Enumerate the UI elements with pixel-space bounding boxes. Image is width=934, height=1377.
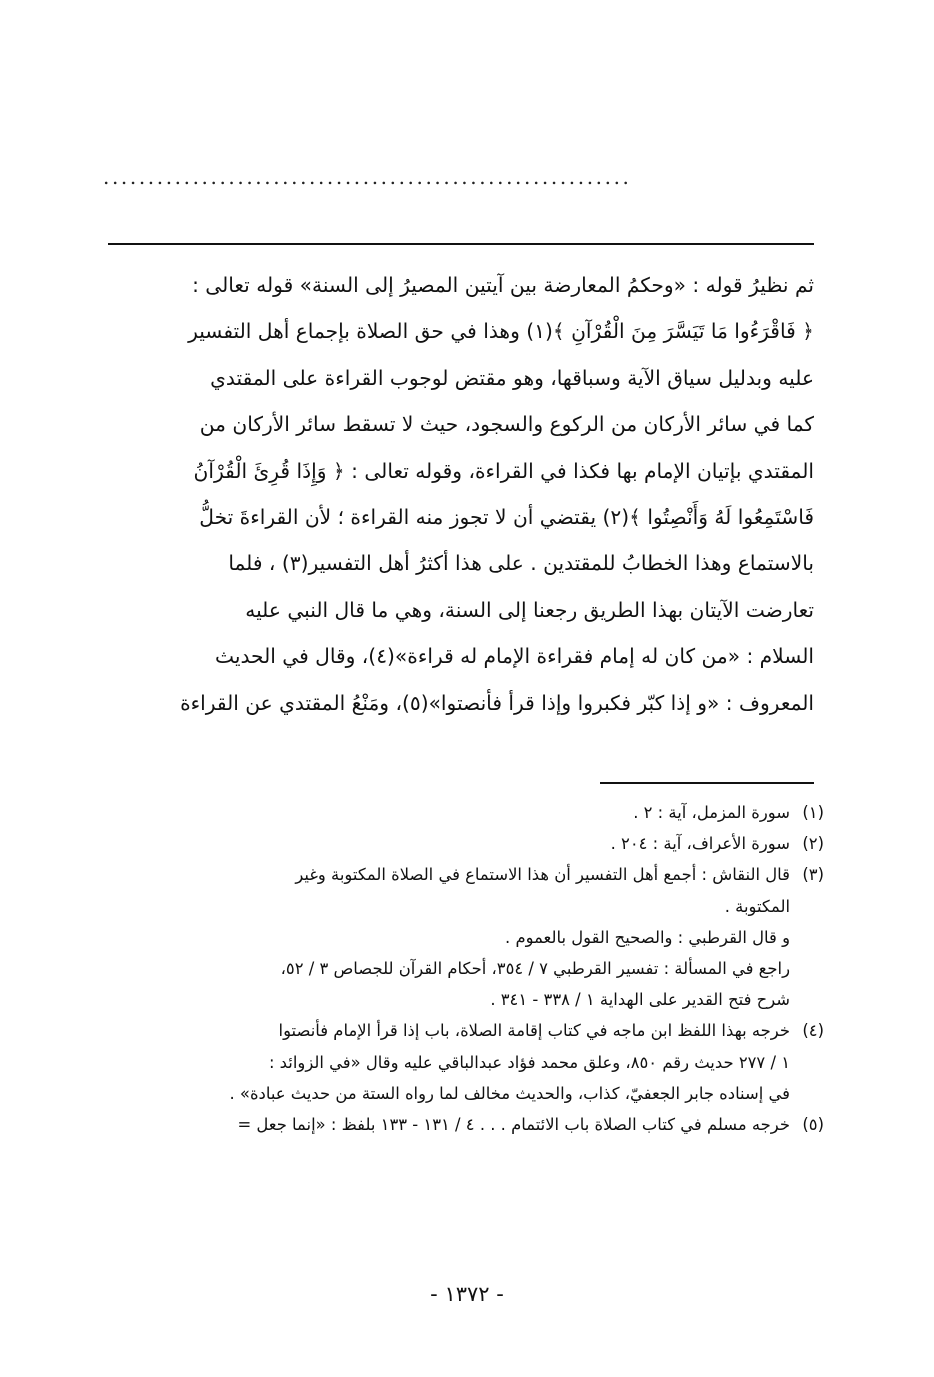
- footnote-number: (٣): [802, 865, 824, 885]
- footnote-number: (٥): [802, 1114, 824, 1134]
- body-line: المقتدي بإتيان الإمام بها فكذا في القراءة، وقوله تعالى : ﴿ وَإِذَا قُرِئَ الْقُرْآنُ: [193, 458, 814, 483]
- footnote-text: سورة المزمل، آية : ٢ .: [633, 803, 790, 822]
- body-line: السلام : «من كان له إمام فقراءة الإمام له قراءة»(٤)، وقال في الحديث: [215, 644, 814, 669]
- footnote-4: [108, 1015, 824, 1046]
- main-body-text: [108, 262, 814, 726]
- body-line: عليه وبدليل سياق الآية وسباقها، وهو مقتض لوجوب القراءة على المقتدي: [210, 365, 814, 390]
- body-line: المعروف : «و إذا كبّر فكبروا وإذا قرأ فأنصتوا»(٥)، ومَنْعُ المقتدي عن القراءة: [180, 690, 814, 715]
- footnote-number: (١): [802, 803, 824, 822]
- footnote-rule: [600, 782, 814, 784]
- body-line: ﴿ فَاقْرَءُوا مَا تَيَسَّرَ مِنَ الْقُرْآنِ ﴾(١) وهذا في حق الصلاة بإجماع أهل التفسير: [188, 319, 814, 344]
- footnote-number: (٤): [802, 1021, 824, 1041]
- body-line: فَاسْتَمِعُوا لَهُ وَأَنْصِتُوا ﴾(٢) يقتضي أن لا تجوز منه القراءة ؛ لأن القراءةَ تخلُّ: [199, 504, 814, 529]
- footnote-3: [108, 859, 824, 890]
- page-number: - ١٣٧٢ -: [430, 1282, 504, 1306]
- footnotes: [108, 797, 824, 1140]
- footnote-text: خرجه مسلم في كتاب الصلاة باب الائتمام . . . ٤ / ١٣١ - ١٣٣ بلفظ : «إنما جعل =: [237, 1114, 790, 1134]
- footnote-text: خرجه بهذا اللفظ ابن ماجه في كتاب إقامة الصلاة، باب إذا قرأ الإمام فأنصتوا: [278, 1021, 790, 1041]
- footnote-text: ١ / ٢٧٧ حديث رقم ٨٥٠، وعلق محمد فؤاد عبدالباقي عليه وقال «في الزوائد :: [268, 1052, 790, 1072]
- footnote-text: قال النقاش : أجمع أهل التفسير أن هذا الاستماع في الصلاة المكتوبة وغير: [295, 865, 790, 885]
- footnote-text: سورة الأعراف، آية : ٢٠٤ .: [610, 834, 790, 854]
- body-line: كما في سائر الأركان من الركوع والسجود، حيث لا تسقط سائر الأركان من: [199, 412, 814, 437]
- footnote-1: [108, 797, 824, 828]
- footnote-text: في إسناده جابر الجعفيّ، كذاب، والحديث مخالف لما رواه الستة من حديث عبادة» .: [229, 1083, 790, 1103]
- body-line: ثم نظيرُ قوله : «وحكمُ المعارضة بين آيتين المصيرُ إلى السنة» قوله تعالى :: [192, 273, 814, 297]
- header-rule: [108, 243, 814, 245]
- body-line: تعارضت الآيتان بهذا الطريق رجعنا إلى السنة، وهي ما قال النبي عليه: [245, 597, 814, 622]
- dotted-separator: ...........................................................: [103, 165, 632, 189]
- footnote-number: (٢): [802, 834, 824, 854]
- footnote-text: و قال القرطبي : والصحيح القول بالعموم .: [505, 927, 790, 947]
- footnote-text: شرح فتح القدير على الهداية ١ / ٣٣٨ - ٣٤١ .: [490, 990, 790, 1010]
- footnote-2: [108, 828, 824, 859]
- footnote-5: [108, 1109, 824, 1140]
- body-line: بالاستماع وهذا الخطابُ للمقتدين . على هذا أكثرُ أهل التفسير(٣) ، فلما: [228, 551, 814, 576]
- footnote-text: راجع في المسألة : تفسير القرطبي ٧ / ٣٥٤، أحكام القرآن للجصاص ٣ / ٥٢،: [280, 958, 790, 978]
- footnote-text: المكتوبة .: [724, 896, 790, 916]
